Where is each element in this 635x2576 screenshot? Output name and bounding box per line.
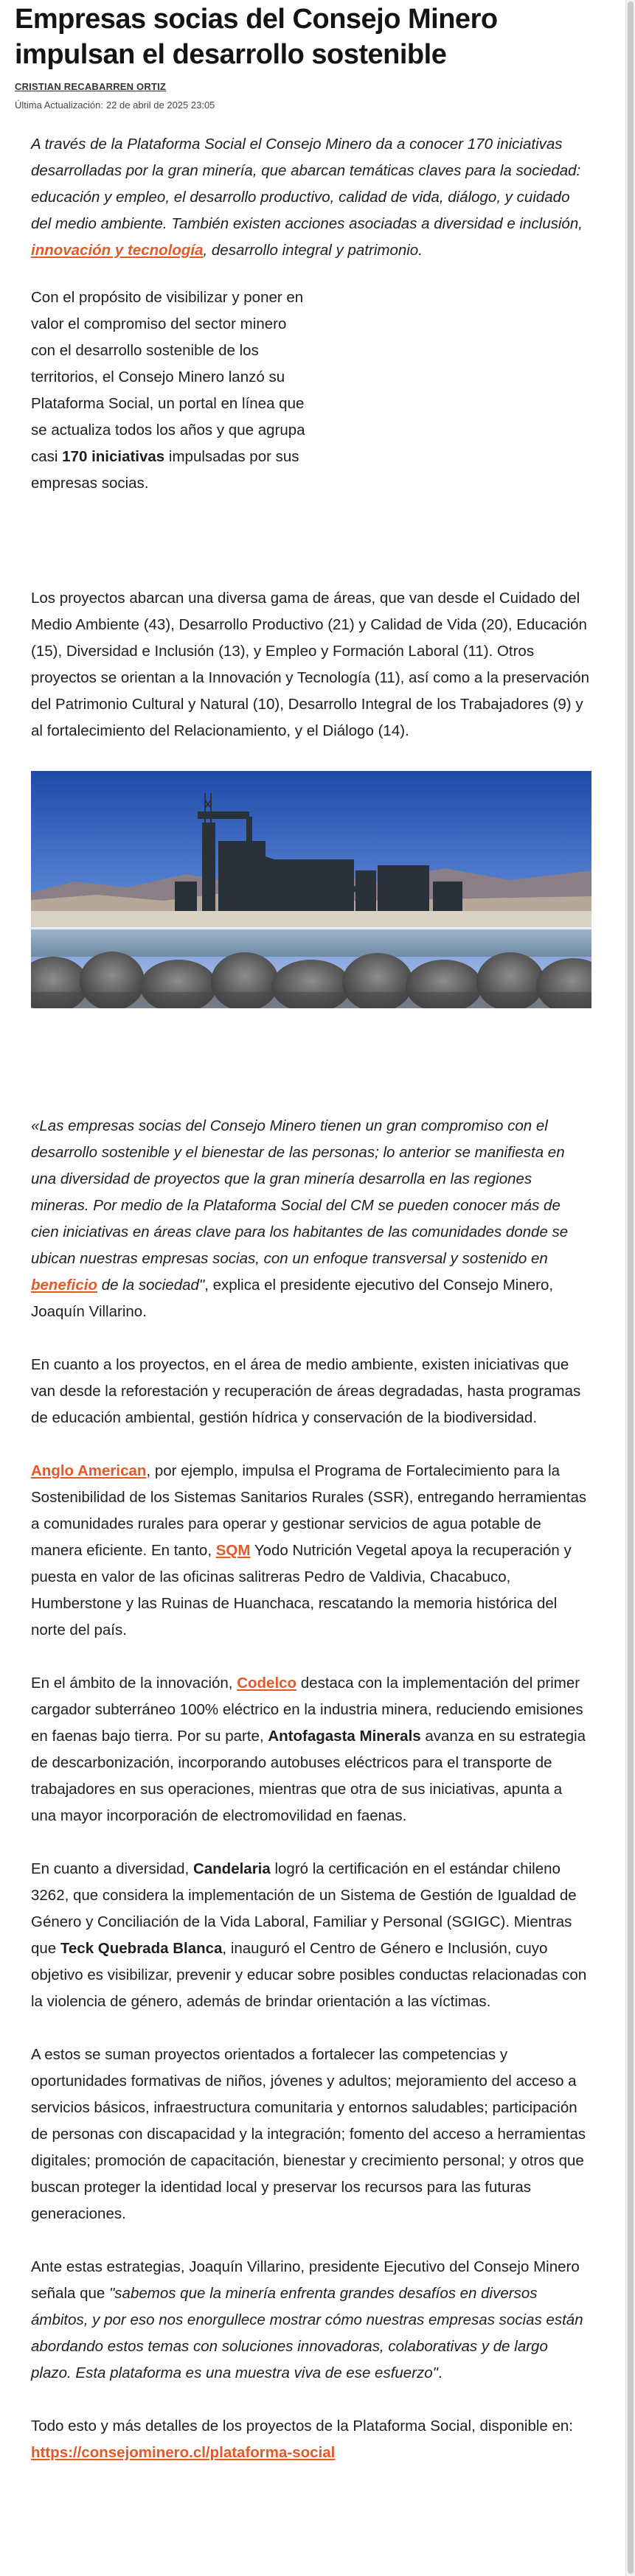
updated-date: 22 de abril de 2025 23:05 xyxy=(105,100,215,111)
innovation-text: En el ámbito de la innovación, xyxy=(31,1675,237,1692)
platform-url-link[interactable]: https://consejominero.cl/plataforma-social xyxy=(31,2444,336,2461)
quote-attribution: , explica el presidente ejecutivo del Consejo Minero, Joaquín Villarino. xyxy=(31,1277,554,1320)
antofagasta-name: Antofagasta Minerals xyxy=(268,1728,421,1745)
anglo-text: , por ejemplo, impulsa el Programa de Fortalecimiento para la Sostenibilidad de los Sistemas Sanitarios Rurales (SSR), entregando herramientas a comunidades rurales para operar y gestionar servicios de agua potable de manera eficiente. En tanto, xyxy=(31,1462,587,1559)
diversity-paragraph xyxy=(31,1856,591,2015)
keyword-link-codelco[interactable]: Codelco xyxy=(237,1675,297,1692)
intro-tail: impulsadas por sus empresas socias. xyxy=(31,448,299,492)
author-link[interactable]: CRISTIAN RECABARREN ORTIZ xyxy=(15,81,167,92)
candelaria-text: logró la certificación en el estándar chileno 3262, que considera la implementación de un Sistema de Gestión de Igualdad de Género y Conciliación de la Vida Laboral, Familiar y Personal (SGIGC). Mientras que xyxy=(31,1860,577,1957)
keyword-link-sqm[interactable]: SQM xyxy=(215,1542,251,1559)
article-body xyxy=(31,131,591,2466)
quote-text: «Las empresas socias del Consejo Minero tienen un gran compromiso con el desarrollo sostenible y el bienestar de las personas; lo anterior se manifiesta en una diversidad de proyectos que la gran minería desarrolla en las regiones mineras. Por medio de la Plataforma Social del CM se pueden conocer más de cien iniciativas en áreas clave para los habitantes de las comunidades donde se ubican nuestras empresas socias, con un enfoque transversal y sostenido en xyxy=(31,1117,569,1267)
article-title: Empresas socias del Consejo Minero impulsan el desarrollo sostenible xyxy=(15,4,498,70)
environment-paragraph: En cuanto a los proyectos, en el área de medio ambiente, existen iniciativas que van desde la reforestación y recuperación de áreas degradadas, hasta programas de educación ambiental, gestión hídrica y conservación de la biodiversidad. xyxy=(31,1356,581,1426)
scrollbar[interactable] xyxy=(625,0,635,2576)
scrollbar-thumb[interactable] xyxy=(628,1,634,2574)
closing-quote: "sabemos que la minería enfrenta grandes desafíos en diversos ámbitos, y por eso nos enorgullece mostrar cómo nuestras empresas socias están abordando estos temas con soluciones innovadoras, colaborativas y de largo plazo. Esta plataforma es una muestra viva de ese esfuerzo" xyxy=(31,2285,583,2381)
quote-paragraph xyxy=(31,1113,591,1325)
teck-text: , inauguró el Centro de Género e Inclusión, cuyo objetivo es visibilizar, prevenir y educar sobre posibles conductas relacionadas con la violencia de género, además de brindar orientación a las víctimas. xyxy=(31,1940,587,2010)
lead-paragraph xyxy=(31,131,591,264)
updated-line xyxy=(15,100,620,111)
closing-end: . xyxy=(437,2364,443,2381)
innovation-paragraph xyxy=(31,1670,591,1829)
lead-text-end: , desarrollo integral y patrimonio. xyxy=(203,242,423,259)
others-paragraph: A estos se suman proyectos orientados a fortalecer las competencias y oportunidades formativas de niños, jóvenes y adultos; mejoramiento del acceso a servicios básicos, infraestructura comunitaria y entornos saludables; participación de personas con discapacidad y la integración; fomento del acceso a herramientas digitales; promoción de capacitación, bienestar y crecimiento personal; y otros que buscan proteger la identidad local y preservar los recursos para las futuras generaciones. xyxy=(31,2046,586,2222)
sqm-text: Yodo Nutrición Vegetal apoya la recuperación y puesta en valor de las oficinas salitreras Pedro de Valdivia, Chacabuco, Humberstone y las Ruinas de Huanchaca, rescatando la memoria histórica del norte del país. xyxy=(31,1542,572,1638)
areas-paragraph: Los proyectos abarcan una diversa gama de áreas, que van desde el Cuidado del Medio Ambiente (43), Desarrollo Productivo (21) y Calidad de Vida (20), Educación (15), Diversidad e Inclusión (13), y Empleo y Formación Laboral (11). Otros proyectos se orientan a la Innovación y Tecnología (11), así como a la preservación del Patrimonio Cultural y Natural (10), Desarrollo Integral de los Trabajadores (9) y al fortalecimiento del Relacionamiento, y el Diálogo (14). xyxy=(31,590,590,739)
closing-text: Ante estas estrategias, Joaquín Villarino, presidente Ejecutivo del Consejo Minero señala que xyxy=(31,2258,580,2302)
anglo-paragraph xyxy=(31,1458,591,1644)
updated-label: Última Actualización: xyxy=(15,100,103,111)
intro-paragraph xyxy=(31,285,311,497)
keyword-link-innovacion[interactable]: innovación y tecnología xyxy=(31,242,204,259)
quote-text-end: de la sociedad" xyxy=(97,1277,205,1294)
footer-paragraph xyxy=(31,2413,591,2466)
codelco-text: destaca con la implementación del primer cargador subterráneo 100% eléctrico en la industria minera, reduciendo emisiones en faenas bajo tierra. Por su parte, xyxy=(31,1675,583,1745)
candelaria-name: Candelaria xyxy=(192,1860,271,1877)
intro-highlight: 170 iniciativas xyxy=(62,448,165,465)
footer-text: Todo esto y más detalles de los proyectos de la Plataforma Social, disponible en: xyxy=(31,2418,573,2434)
teck-name: Teck Quebrada Blanca xyxy=(60,1940,223,1957)
closing-paragraph xyxy=(31,2254,591,2387)
keyword-link-beneficio[interactable]: beneficio xyxy=(31,1277,97,1294)
article xyxy=(15,0,620,2466)
intro-text: Con el propósito de visibilizar y poner en valor el compromiso del sector minero con el desarrollo sostenible de los territorios, el Consejo Minero lanzó su Plataforma Social, un portal en línea que se actualiza todos los años y que agrupa casi xyxy=(31,289,305,465)
lead-text: A través de la Plataforma Social el Consejo Minero da a conocer 170 iniciativas desarrolladas por la gran minería, que abarcan temáticas claves para la sociedad: educación y empleo, el desarrollo productivo, calidad de vida, diálogo, y cuidado del medio ambiente. También existen acciones asociadas a diversidad e inclusión, xyxy=(31,136,583,232)
antofagasta-text: avanza en su estrategia de descarbonización, incorporando autobuses eléctricos para el transporte de trabajadores en sus operaciones, mientras que otra de sus iniciativas, apunta a una mayor incorporación de electromovilidad en faenas. xyxy=(31,1728,586,1824)
keyword-link-anglo-american[interactable]: Anglo American xyxy=(31,1462,147,1479)
mining-plant-photo xyxy=(31,771,591,1008)
diversity-text: En cuanto a diversidad, xyxy=(31,1860,193,1877)
